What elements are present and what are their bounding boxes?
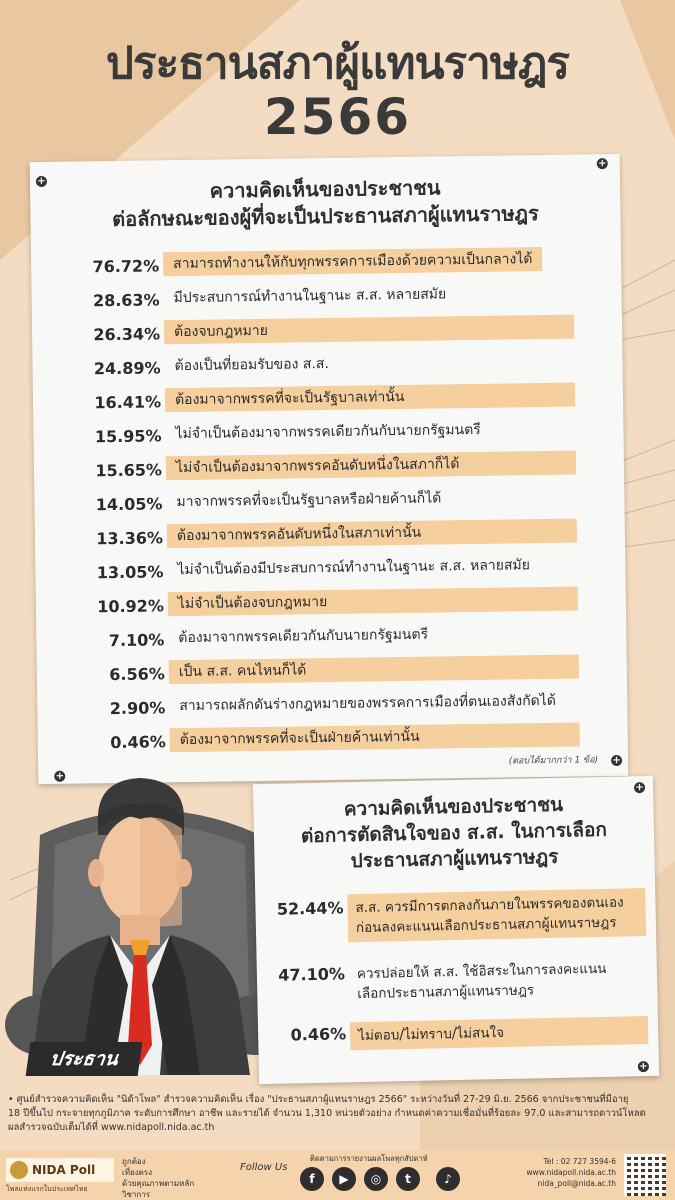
list-item bbox=[36, 584, 626, 622]
survey-footnote: • ศูนย์สำรวจความคิดเห็น "นิด้าโพล" สำรวจความคิดเห็น เรื่อง "ประธานสภาผู้แทนราษฎร 2566" ระหว่างวันที่ 27-29 มิ.ย. 2566 จากประชาชนที่มีอายุ 18 ปีขึ้นไป กระจายทุกภูมิภาค ระดับการศึกษา อาชีพ และรายได้ จำนวน 1,310 หน่วยตัวอย่าง กำหนดค่าความเชื่อมั่นที่ร้อยละ 97.0 และสามารถดาวน์โหลด ผลสำรวจฉบับเต็มได้ที่ www.nidapoll.nida.ac.th bbox=[8, 1094, 646, 1133]
item-label: ต้องมาจากพรรคที่จะเป็นฝ่ายค้านเท่านั้น bbox=[170, 723, 580, 753]
item-label: ไม่จำเป็นต้องมาจากพรรคอันดับหนึ่งในสภาก็ได้ bbox=[166, 451, 576, 481]
item-label: ไม่จำเป็นต้องมาจากพรรคเดียวกันกับนายกรัฐมนตรี bbox=[175, 421, 481, 443]
item-label: ต้องมาจากพรรคอันดับหนึ่งในสภาเท่านั้น bbox=[167, 519, 577, 549]
percentage: 13.05% bbox=[96, 562, 164, 583]
percentage: 47.10% bbox=[278, 964, 346, 985]
list-item bbox=[37, 686, 627, 724]
list-item bbox=[33, 414, 623, 452]
item-label: ต้องจบกฎหมาย bbox=[164, 315, 574, 345]
card-title: ความคิดเห็นของประชาชน ต่อการตัดสินใจของ ส.ส. ในการเลือก ประธานสภาผู้แทนราษฎร bbox=[300, 793, 608, 873]
pin-icon: + bbox=[612, 754, 621, 767]
facebook-icon[interactable]: f bbox=[300, 1167, 324, 1191]
list-item bbox=[32, 312, 622, 350]
email-link[interactable]: nida_poll@nida.ac.th bbox=[537, 1179, 616, 1188]
instagram-icon[interactable]: ◎ bbox=[364, 1167, 388, 1191]
list-item bbox=[258, 1016, 658, 1045]
item-label: มาจากพรรคที่จะเป็นรัฐบาลหรือฝ่ายค้านก็ได้ bbox=[176, 490, 442, 511]
item-label: สามารถผลักดันร่างกฎหมายของพรรคการเมืองที่ตนเองสังกัดได้ bbox=[179, 692, 556, 715]
footnote-multi-answer: (ตอบได้มากกว่า 1 ข้อ) bbox=[508, 755, 599, 767]
website-link[interactable]: www.nidapoll.nida.ac.th bbox=[526, 1168, 616, 1177]
logo-subtitle: โพลแห่งแรกในประเทศไทย bbox=[6, 1185, 88, 1193]
list-item bbox=[255, 888, 655, 937]
item-label: ต้องมาจากพรรคที่จะเป็นรัฐบาลเท่านั้น bbox=[165, 383, 575, 413]
president-illustration bbox=[0, 775, 290, 1075]
list-item bbox=[257, 954, 657, 1003]
tiktok-icon[interactable]: ♪ bbox=[436, 1167, 460, 1191]
nida-seal-icon bbox=[10, 1161, 28, 1179]
list-item bbox=[35, 550, 625, 588]
footer bbox=[0, 1150, 675, 1200]
list-item bbox=[34, 482, 624, 520]
percentage: 76.72% bbox=[92, 256, 160, 277]
percentage: 13.36% bbox=[96, 528, 164, 549]
item-label: ไม่จำเป็นต้องจบกฎหมาย bbox=[168, 587, 578, 617]
youtube-icon[interactable]: ▶ bbox=[332, 1167, 356, 1191]
follow-us-label: Follow Us bbox=[240, 1162, 288, 1173]
page-title: ประธานสภาผู้แทนราษฎร bbox=[105, 38, 570, 89]
list-item bbox=[31, 278, 621, 316]
pin-icon: + bbox=[639, 1061, 648, 1073]
contact-info: Tel : 02 727 3594-6 www.nidapoll.nida.ac.th nida_poll@nida.ac.th bbox=[502, 1156, 616, 1189]
opinion-card-mp-decision bbox=[253, 776, 659, 1084]
opinion-card-characteristics bbox=[30, 154, 629, 784]
list-item bbox=[32, 346, 622, 384]
percentage: 10.92% bbox=[97, 596, 165, 617]
percentage: 28.63% bbox=[92, 290, 160, 311]
list-item bbox=[33, 380, 623, 418]
twitter-icon[interactable]: t bbox=[396, 1167, 420, 1191]
percentage: 0.46% bbox=[290, 1024, 347, 1045]
item-label: ส.ส. ควรมีการตกลงกันภายในพรรคของตนเอง ก่อนลงคะแนนเลือกประธานสภาผู้แทนราษฎร bbox=[347, 888, 646, 942]
card-title: ความคิดเห็นของประชาชน ต่อลักษณะของผู้ที่จะเป็นประธานสภาผู้แทนราษฎร bbox=[112, 175, 539, 232]
item-label: สามารถทำงานให้กับทุกพรรคการเมืองด้วยความเป็นกลางได้ bbox=[163, 247, 543, 276]
percentage: 0.46% bbox=[110, 732, 166, 753]
pin-icon: + bbox=[635, 782, 644, 794]
list-item bbox=[35, 516, 625, 554]
percentage: 52.44% bbox=[276, 898, 344, 919]
social-caption: ติดตามการรายงานผลโพลทุกสัปดาห์ bbox=[310, 1154, 428, 1163]
item-label: ต้องเป็นที่ยอมรับของ ส.ส. bbox=[174, 355, 329, 375]
percentage: 7.10% bbox=[108, 630, 165, 651]
percentage: 16.41% bbox=[94, 392, 162, 413]
list-item bbox=[31, 244, 621, 282]
page-title-year: 2566 bbox=[263, 88, 412, 146]
percentage: 24.89% bbox=[93, 358, 161, 379]
item-label: ไม่ตอบ/ไม่ทราบ/ไม่สนใจ bbox=[350, 1016, 649, 1050]
percentage: 26.34% bbox=[93, 324, 161, 345]
percentage: 2.90% bbox=[109, 698, 166, 719]
percentage: 6.56% bbox=[109, 664, 165, 685]
list-item bbox=[37, 652, 627, 690]
pin-icon: + bbox=[597, 158, 607, 170]
item-label: ไม่จำเป็นต้องมีประสบการณ์ทำงานในฐานะ ส.ส. หลายสมัย bbox=[177, 557, 531, 579]
president-label: ประธาน bbox=[26, 1042, 143, 1076]
pin-icon: + bbox=[55, 770, 65, 782]
list-item bbox=[36, 618, 626, 656]
item-label: มีประสบการณ์ทำงานในฐานะ ส.ส. หลายสมัย bbox=[173, 286, 447, 307]
list-item bbox=[34, 448, 624, 486]
percentage: 14.05% bbox=[95, 494, 163, 515]
nida-poll-logo: NIDA Poll bbox=[6, 1158, 114, 1182]
item-label: เป็น ส.ส. คนไหนก็ได้ bbox=[169, 655, 579, 685]
item-label: ควรปล่อยให้ ส.ส. ใช้อิสระในการลงคะแนน เลือกประธานสภาผู้แทนราษฎร bbox=[356, 960, 607, 1003]
pin-icon: + bbox=[37, 175, 46, 188]
tagline: ถูกต้อง เที่ยงตรง ด้วยคุณภาพตามหลักวิชาการ bbox=[122, 1157, 195, 1199]
percentage: 15.95% bbox=[94, 426, 162, 447]
percentage: 15.65% bbox=[95, 460, 163, 481]
item-label: ต้องมาจากพรรคเดียวกันกับนายกรัฐมนตรี bbox=[178, 626, 429, 647]
